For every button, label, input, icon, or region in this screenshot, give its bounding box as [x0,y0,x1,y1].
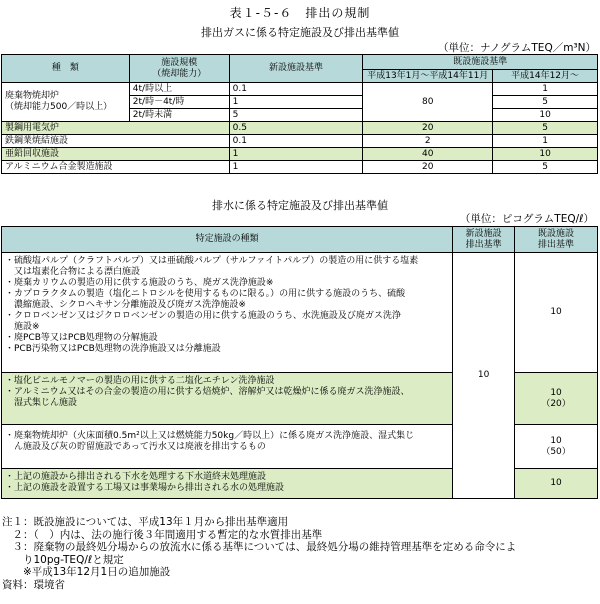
footnotes [2,516,516,592]
table-row [2,148,598,161]
existing-standard-value: 10 [515,469,598,499]
emission-gas-subtitle: 排出ガスに係る特定施設及び排出基準値 [201,26,399,39]
facility-list [2,469,453,499]
period2-cell: 5 [493,161,598,174]
new-cell: 0.1 [229,135,363,148]
new-cell: 1 [229,148,363,161]
scale-cell: 2t/時－4t/時 [129,96,229,109]
emission-gas-table [1,54,598,174]
col-period2-header: 平成14年12月～ [493,70,598,83]
footnote: ２：（ ）内は、法の施行後３年間適用する暫定的な水質排出基準 [2,528,323,541]
period1-cell: 80 [363,83,493,122]
period1-cell: 2 [363,135,493,148]
list-item: ・上記の施設を設置する工場又は事業場から排出される水の処理施設 [5,483,285,493]
list-item: ・硫酸塩パルプ（クラフトパルプ）又は亜硫酸パルプ（サルファイトパルプ）の製造の用に供する塩素 [5,256,419,266]
list-item: ・廃棄カリウムの製造の用に供する施設のうち、廃ガス洗浄施設※ [5,278,274,288]
source-note: 資料：環境省 [2,578,65,591]
list-item: ・廃棄物焼却炉（火床面積0.5m²以上又は燃焼能力50kg／時以上）に係る廃ガス洗浄施設、湿式集じ [5,431,415,441]
facility-list [2,253,453,373]
table-row [2,122,598,135]
facility-name: 鉄鋼業焼結施設 [2,135,230,148]
list-item: ・廃PCB等又はPCB処理物の分解施設 [5,333,158,343]
new-cell: 1 [229,96,363,109]
list-item: 施設※ [5,322,40,332]
emission-gas-unit: （単位：ナノグラムTEQ／m³N） [438,42,596,54]
wastewater-table [1,226,598,499]
new-cell: 5 [229,109,363,122]
period2-cell: 5 [493,96,598,109]
facility-name: アルミニウム合金製造施設 [2,161,230,174]
list-item: ・上記の施設から排出される下水を処理する下水道終末処理施設 [5,472,267,482]
facility-name: 製鋼用電気炉 [2,122,230,135]
col-new-header: 新設施設基準 [229,55,363,83]
col-new-standard-header: 新設施設 排出基準 [453,227,515,253]
col-existing-standard-header: 既設施設 排出基準 [515,227,598,253]
footnote: り10pg-TEQ/ℓと規定 [2,553,124,566]
col-period1-header: 平成13年1月～平成14年11月 [363,70,493,83]
period1-cell: 20 [363,122,493,135]
new-standard-value: 10 [453,253,515,499]
facility-list [2,373,453,425]
existing-standard-value: 10 （20） [515,373,598,425]
new-cell: 1 [229,161,363,174]
list-item: 湿式集じん施設 [5,398,78,408]
new-cell: 0.5 [229,122,363,135]
col-facility-kind-header: 特定施設の種類 [2,227,453,253]
table-row [2,161,598,174]
list-item: ・クロロベンゼン又はジクロロベンゼンの製造の用に供する施設のうち、水洗施設及び廃ガス洗浄 [5,311,401,321]
wastewater-subtitle: 排水に係る特定施設及び排出基準値 [212,199,388,212]
existing-standard-value: 10 （50） [515,425,598,469]
period2-cell: 10 [493,148,598,161]
list-item: ん施設及び灰の貯留施設であって汚水又は廃液を排出するもの [5,442,266,452]
col-existing-header: 既設施設基準 [363,55,598,70]
list-item: ・PCB汚染物又はPCB処理物の洗浄施設又は分離施設 [5,344,221,354]
col-scale-header: 施設規模 （焼却能力） [129,55,229,83]
period2-cell: 1 [493,83,598,96]
period1-cell: 40 [363,148,493,161]
page-title: 表１-５-６ 排出の規制 [229,6,371,20]
incinerator-label: 廃棄物焼却炉 （焼却能力500／時以上） [2,83,130,122]
table-row [2,135,598,148]
list-item: ・カプロラクタムの製造（塩化ニトロシルを使用するものに限る。）の用に供する施設のうち、硫酸 [5,289,406,299]
table-row [2,83,598,96]
col-kind-header: 種 類 [2,55,130,83]
period2-cell: 1 [493,135,598,148]
new-cell: 0.1 [229,83,363,96]
period2-cell: 10 [493,109,598,122]
list-item: ・塩化ビニルモノマーの製造の用に供する二塩化エチレン洗浄施設 [5,376,275,386]
scale-cell: 2t/時未満 [129,109,229,122]
scale-cell: 4t/時以上 [129,83,229,96]
period2-cell: 5 [493,122,598,135]
list-item: ・アルミニウム又はその合金の製造の用に供する焙焼炉、溶解炉又は乾燥炉に係る廃ガス洗浄施設、 [5,387,410,397]
list-item: 又は塩素化合物による漂白施設 [5,267,141,277]
list-item: 濃縮施設、シクロヘキサン分離施設及び廃ガス洗浄施設※ [5,300,246,310]
facility-name: 亜鉛回収施設 [2,148,230,161]
footnote: 注１：既設施設については、平成13年１月から排出基準適用 [2,516,289,528]
existing-standard-value: 10 [515,253,598,373]
table-row [2,253,598,373]
facility-list [2,425,453,469]
wastewater-unit: （単位：ピコグラムTEQ/ℓ） [459,213,594,225]
period1-cell: 20 [363,161,493,174]
footnote: ※平成13年12月1日の追加施設 [2,566,171,579]
footnote: ３：廃棄物の最終処分場からの放流水に係る基準については、最終処分場の維持管理基準を定める命令によ [2,541,517,554]
